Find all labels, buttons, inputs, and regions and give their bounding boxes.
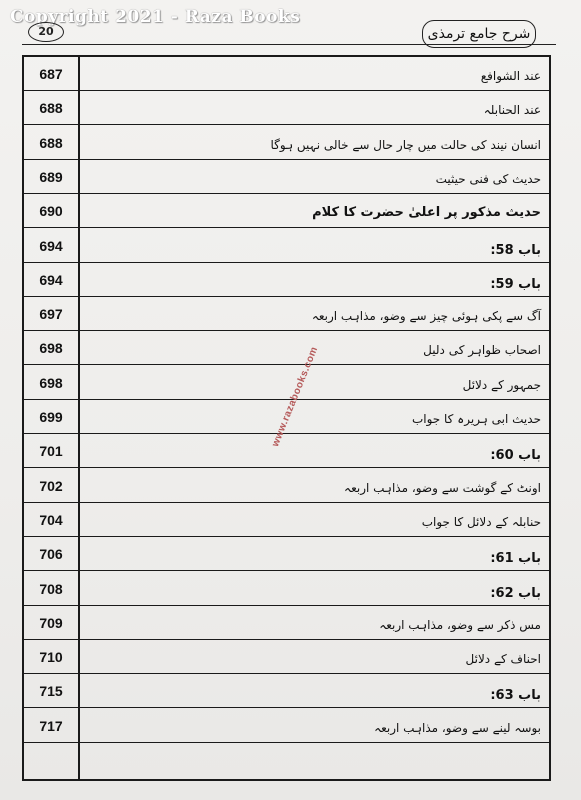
toc-row [24, 366, 549, 400]
toc-entry-title: احناف کے دلائل [465, 652, 541, 667]
toc-row [24, 709, 549, 743]
toc-entry-title: حدیث کی فنی حیثیت [435, 171, 541, 186]
toc-entry-title: اونٹ کے گوشت سے وضو، مذاہب اربعہ [344, 480, 541, 495]
toc-page-number: 717 [39, 717, 63, 734]
toc-entry-title: باب 59: [490, 276, 541, 292]
book-title: شرح جامع ترمذی [422, 20, 536, 48]
toc-row [24, 640, 549, 674]
toc-page-number: 694 [39, 271, 63, 288]
toc-page-number: 706 [39, 546, 63, 563]
toc-row [24, 91, 549, 125]
toc-page-number: 698 [39, 374, 63, 391]
toc-page-number: 709 [39, 614, 63, 631]
toc-page-number: 702 [39, 477, 63, 494]
toc-entry-title: باب 60: [490, 448, 541, 464]
toc-page-number: 687 [39, 66, 63, 82]
toc-row [24, 537, 549, 571]
toc-entry-title: حدیث ابی ہریرہ کا جواب [411, 412, 541, 426]
toc-entry-title: باب 58: [490, 242, 541, 258]
toc-entry-title: مس ذکر سے وضو، مذاہب اربعہ [379, 617, 541, 632]
toc-page-number: 708 [39, 580, 63, 597]
toc-entry-title: باب 61: [490, 551, 541, 567]
toc-page-number: 699 [39, 409, 63, 425]
toc-entry-title: عند الحنابلہ [483, 103, 541, 118]
toc-row [24, 263, 549, 297]
toc-entry-title: بوسہ لینے سے وضو، مذاہب اربعہ [374, 720, 541, 735]
toc-page-number: 689 [39, 168, 63, 185]
website-watermark: www.razabooks.com [270, 344, 321, 449]
toc-row [24, 126, 549, 160]
toc-entry-title: حدیث مذکور پر اعلیٰ حضرت کا کلام [312, 205, 541, 221]
toc-entry-title: حنابلہ کے دلائل کا جواب [421, 514, 541, 529]
toc-row [24, 229, 549, 263]
toc-entry-title: عند الشوافع [480, 69, 541, 83]
toc-entry-title: باب 63: [490, 688, 541, 704]
toc-entry-title: آگ سے پکی ہوئی چیز سے وضو، مذاہب اربعہ [311, 309, 541, 324]
toc-page-number: 715 [39, 683, 63, 700]
toc-row [24, 434, 549, 468]
toc-row [24, 469, 549, 503]
toc-page-number: 698 [39, 340, 63, 357]
toc-page-number: 704 [39, 511, 63, 528]
toc-row [24, 160, 549, 194]
toc-page-number: 694 [39, 237, 63, 254]
toc-page-number: 710 [39, 649, 63, 666]
toc-entry-title: انسان نیند کی حالت میں چار حال سے خالی نہیں ہوگا [270, 137, 541, 152]
toc-row [24, 503, 549, 537]
toc-row [24, 57, 549, 91]
toc-entry-title: جمہور کے دلائل [462, 377, 541, 392]
toc-row [24, 674, 549, 708]
toc-row [24, 194, 549, 228]
page-number: 20 [28, 22, 64, 42]
header-divider [22, 44, 556, 45]
toc-row [24, 297, 549, 331]
toc-page-number: 688 [39, 134, 63, 151]
toc-row [24, 572, 549, 606]
toc-entry-title: اصحاب ظواہر کی دلیل [423, 343, 541, 358]
toc-page-number: 701 [39, 443, 63, 460]
toc-page-number: 688 [39, 100, 63, 117]
toc-entry-title: باب 62: [490, 585, 541, 601]
toc-page-number: 697 [39, 306, 63, 323]
copyright-watermark: Copyright 2021 - Raza Books [10, 7, 301, 27]
toc-page-number: 690 [39, 203, 63, 220]
toc-row [24, 606, 549, 640]
toc-row [24, 331, 549, 365]
